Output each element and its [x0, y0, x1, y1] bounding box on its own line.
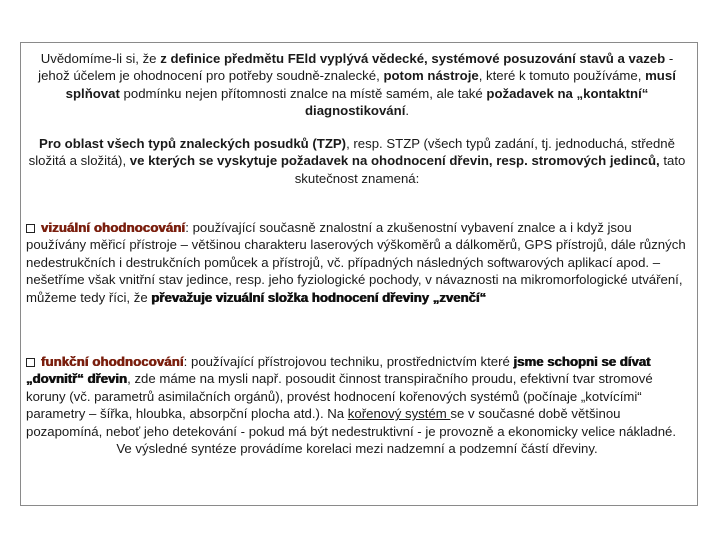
scope-paragraph — [26, 135, 688, 187]
scope-bold-tzp: Pro oblast všech typů znaleckých posudků (TZP) — [39, 136, 347, 151]
root-system-underlined: kořenový systém — [347, 406, 451, 422]
intro-bold-requirement: požadavek na „kontaktní“ diagnostikování — [304, 85, 649, 119]
checkbox-bullet-icon — [26, 358, 35, 367]
functional-assessment-item — [26, 353, 688, 457]
functional-assessment-text-2: , zde máme na mysli např. posoudit činnost transpiračního proudu, efektivní tvar stromové koruny (vč. parametrů asimilačních orgánů), provést hodnocení kořenových systémů (počínaje „kotvícími“ parametry – šířka, hloubka, absorpční plocha atd.). Na — [26, 371, 653, 422]
visual-assessment-text: : používající současně znalostní a zkušenostní vybavení znalce a i když jsou používány měřicí přístroje – většinou charakteru laserových výškoměrů a dálkoměrů, GPS přístrojů, dále různých nedestrukčních i destrukčních pomůcek a přístrojů, vč. případných následných softwarových aplikací apod. – nešetříme však vnitřní stav jedince, resp. jeho fyziologické pochody, v návaznosti na mikromorfologické utváření, můžeme tedy říci, že — [26, 220, 686, 305]
scope-bold-requirement: ve kterých se vyskytuje požadavek na ohodnocení dřevin, resp. stromových jedinců, — [129, 153, 660, 169]
functional-assessment-text-1: : používající přístrojovou techniku, prostřednictvím které — [183, 354, 514, 369]
visual-assessment-item — [26, 219, 688, 306]
visual-assessment-conclusion: převažuje vizuální složka hodnocení dřeviny „zvenčí“ — [151, 289, 487, 305]
checkbox-bullet-icon — [26, 224, 35, 233]
synthesis-line: Ve výsledné syntéze provádíme korelaci mezi nadzemní a podzemní částí dřeviny. — [116, 441, 598, 457]
scope-text-2: tato skutečnost znamená: — [294, 153, 686, 186]
functional-assessment-text-3: se v současné době většinou pozapomíná, neboť jeho detekování - pokud má být nedestruktivní - je provozně a ekonomicky velice nákladné. — [26, 406, 677, 439]
intro-bold-must: musí splňovat — [65, 68, 676, 101]
visual-assessment-title: vizuální ohodnocování — [41, 220, 186, 235]
intro-paragraph — [26, 50, 688, 120]
intro-text-5: . — [405, 103, 410, 119]
scope-text-1: , resp. STZP (všech typů zadání, tj. jednoduchá, středně složitá a složitá), — [28, 136, 675, 169]
functional-assessment-bold: jsme schopni se dívat „dovnitř“ dřevin — [26, 354, 651, 387]
functional-assessment-title: funkční ohodnocování — [41, 354, 184, 369]
intro-bold-definition: z definice předmětu FEld vyplývá vědecké, systémové posuzování stavů a vazeb — [160, 51, 666, 66]
intro-text-1: Uvědomíme-li si, že — [40, 51, 161, 66]
intro-text-2: - jehož účelem je ohodnocení pro potřeby soudně-znalecké, — [38, 51, 674, 84]
intro-text-3: , které k tomuto používáme, — [478, 68, 646, 84]
intro-text-4: podmínku nejen přítomnosti znalce na místě samém, ale také — [119, 85, 487, 101]
intro-bold-tools: potom nástroje — [383, 68, 479, 84]
